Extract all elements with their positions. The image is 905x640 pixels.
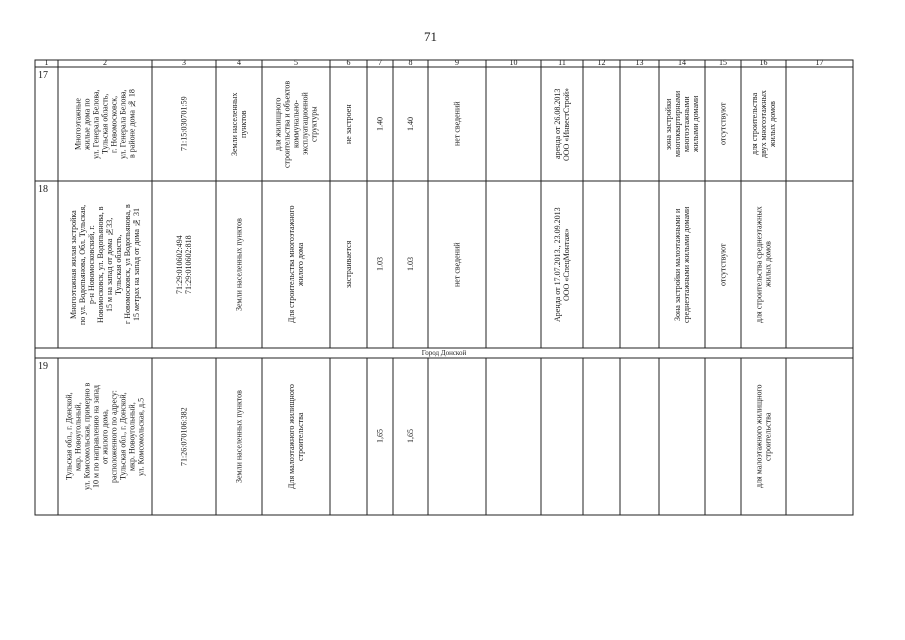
cell-status: не застроен <box>344 104 353 144</box>
cell-rights: нет сведений <box>452 101 462 147</box>
cell-absent: отсутствуют <box>718 243 728 286</box>
cell-purpose: для строительства среднеэтажных жилых домов <box>754 206 773 323</box>
cell-zone: Зона застройки малоэтажными и среднеэтажными жилыми домами <box>673 206 691 323</box>
row-number: 17 <box>38 70 48 81</box>
column-number-header: 4 <box>237 58 241 67</box>
cell-area1: 1,65 <box>375 429 385 444</box>
cell-cadastral: 71:15:030701:59 <box>179 96 189 152</box>
column-number-header: 2 <box>103 58 107 67</box>
column-number-header: 7 <box>378 58 382 67</box>
cell-object: Многоэтажная жилая застройка по ул. Водопьянова, Обл. Тульская, р-н Новомосковский, г. Новомосковск, ул. Водопьянова, в 15 м на запад от дома №33, Тульская область, г Новомосковск, ул Водопьянова, в 15 метрах на запад от дома № 31 <box>69 204 141 325</box>
column-number-header: 14 <box>678 58 686 67</box>
cell-purpose: для малоэтажного жилищного строительства <box>754 384 773 489</box>
cell-category: Земли населенных пунктов <box>234 218 244 311</box>
cell-zone <box>660 360 704 513</box>
cell-lease: Аренда от 17.07.2013., 23.09.2013 ООО «СпецМонтаж» <box>553 207 571 322</box>
cell-rights: нет сведений <box>452 242 462 287</box>
cell-area1: 1.40 <box>375 117 385 131</box>
column-number-header: 13 <box>635 58 644 67</box>
cell-cadastral: 71:26:070106:382 <box>179 407 189 466</box>
row-number: 19 <box>38 361 48 372</box>
city-section-header: Город Донской <box>421 349 467 357</box>
cell-lease <box>542 360 582 513</box>
page-number: 71 <box>424 29 437 44</box>
cell-area2: 1,65 <box>406 429 415 444</box>
cell-object: Многоэтажные жилые дома по ул. Генерала Белова, Тульская область, г. Новомосковск, ул. Генерала Белова, в районе дома № 18 <box>73 89 137 159</box>
cell-use: для жилищного строительства и объектов коммунально- эксплуатационной структуры <box>273 80 319 168</box>
column-number-header: 3 <box>182 58 186 67</box>
cell-area1: 1.03 <box>375 257 385 272</box>
cell-absent <box>706 360 740 513</box>
cell-area2: 1.03 <box>406 257 415 272</box>
column-number-header: 17 <box>815 58 824 67</box>
cell-cadastral: 71:29:010602:494 71:29:010602:818 <box>175 235 193 294</box>
column-number-header: 6 <box>346 58 351 67</box>
column-number-header: 16 <box>759 58 768 67</box>
column-number-header: 15 <box>719 58 727 67</box>
cell-status <box>331 360 366 513</box>
cell-area2: 1.40 <box>406 117 415 131</box>
column-number-header: 12 <box>597 58 606 67</box>
cell-absent: отсутствуют <box>718 102 728 146</box>
cell-category: Земли населенных пунктов <box>234 390 244 483</box>
column-number-header: 9 <box>455 58 459 67</box>
column-number-header: 10 <box>509 58 518 67</box>
cell-zone: зона застройки многоквартирными многоэтажными жилыми домами <box>664 90 700 158</box>
row-number: 18 <box>38 184 48 195</box>
column-number-header: 11 <box>558 58 566 67</box>
column-number-header: 1 <box>44 58 49 67</box>
cell-rights <box>429 360 485 513</box>
cell-use: Для строительства многоэтажного жилого дома <box>287 205 305 324</box>
cell-use: Для малоэтажного жилищного строительства <box>287 384 305 489</box>
cell-purpose: для строительства двух многоэтажных жилых домов <box>750 90 777 158</box>
cell-lease: аренда от 26.08.2013 ООО «ИнвестСтрой» <box>553 87 571 161</box>
column-number-header: 8 <box>408 58 413 67</box>
cell-object: Тульская обл., г. Донской, мкр. Новоугольный, ул. Комсомольская, примерно в 10 м по направлению на запад от жилого дома, расположенного по адресу: Тульская обл., г. Донской, мкр. Новоугольный, ул. Комсомольская, д.5 <box>64 382 146 491</box>
cell-category: Земли населенных пунктов <box>230 92 248 156</box>
cell-status: застраивается <box>344 240 353 289</box>
column-number-header: 5 <box>294 58 298 67</box>
